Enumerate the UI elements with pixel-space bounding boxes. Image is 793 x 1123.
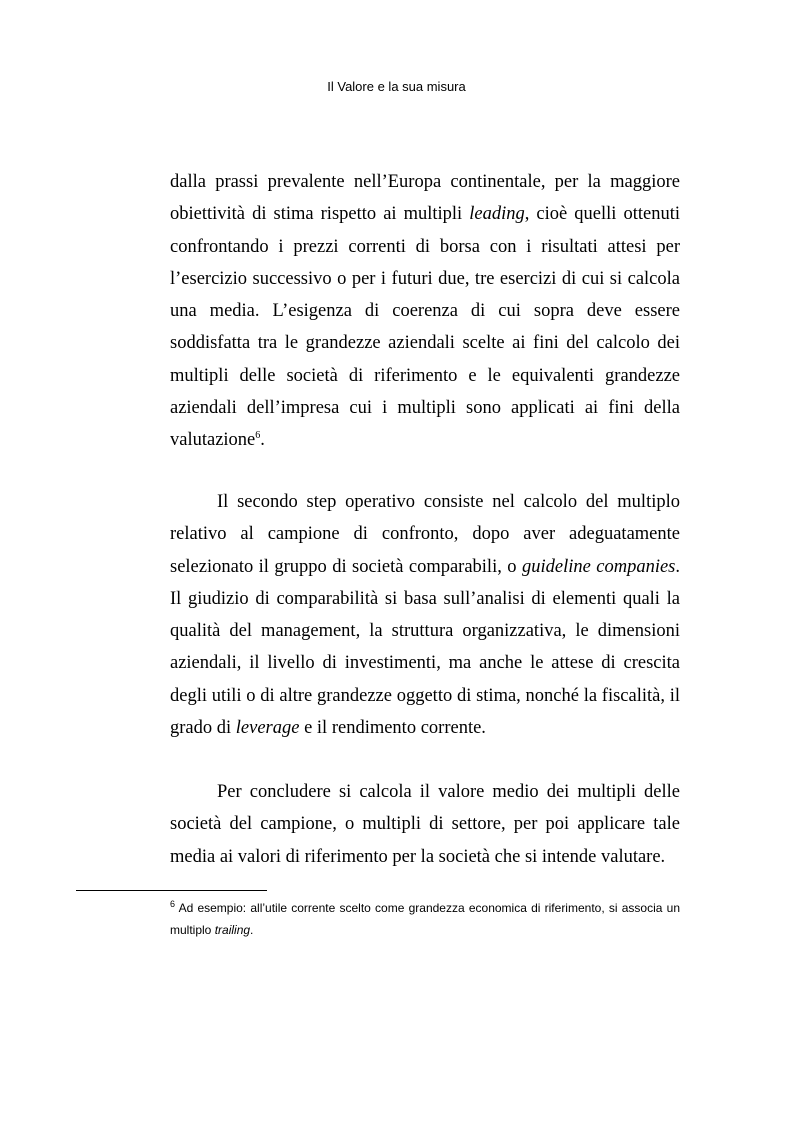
emphasis-term: trailing	[214, 923, 251, 937]
footnote-separator	[76, 890, 267, 891]
footnote-reference[interactable]: 6	[255, 430, 261, 442]
paragraph-text: . Il giudizio di comparabilità si basa sull’analisi di elementi quali la qualità del management, la struttura organizzativa, le dimensioni aziendali, il livello di investimenti, ma anche le attese di crescita degli utili o di altre grandezze oggetto di stima, nonché la fiscalità, il grado di	[170, 556, 680, 739]
paragraph-text: dalla prassi prevalente nell’Europa continentale, per la maggiore obiettività di stima rispetto ai multipli	[170, 172, 680, 225]
paragraph-3	[170, 776, 680, 873]
running-header: Il Valore e la sua misura	[327, 79, 466, 94]
footnote-text: .	[250, 923, 254, 937]
paragraph-text: .	[260, 430, 265, 451]
emphasis-term: leading	[469, 204, 525, 225]
paragraph-2	[170, 486, 680, 744]
emphasis-term: guideline companies	[521, 556, 676, 577]
footnote-number: 6	[170, 899, 176, 909]
footnote-text: Ad esempio: all’utile corrente scelto come grandezza economica di riferimento, si associa un multiplo	[170, 901, 680, 937]
paragraph-text: , cioè quelli ottenuti confrontando i prezzi correnti di borsa con i risultati attesi per l’esercizio successivo o per i futuri due, tre esercizi di cui si calcola una media. L’esigenza di coerenza di cui sopra deve essere soddisfatta tra le grandezze aziendali scelte ai fini del calcolo dei multipli delle società di riferimento e le equivalenti grandezze aziendali dell’impresa cui i multipli sono applicati ai fini della valutazione	[170, 204, 681, 451]
emphasis-term: leverage	[235, 718, 300, 739]
paragraph-text: Per concludere si calcola il valore medio dei multipli delle società del campione, o multipli di settore, per poi applicare tale media ai valori di riferimento per la società che si intende valutare.	[170, 782, 680, 867]
footnote	[170, 897, 680, 941]
paragraph-text: e il rendimento corrente.	[299, 718, 486, 739]
paragraph-1	[170, 166, 680, 457]
paragraph-text: Il secondo step operativo consiste nel calcolo del multiplo relativo al campione di confronto, dopo aver adeguatamente selezionato il gruppo di società comparabili, o	[170, 492, 680, 577]
